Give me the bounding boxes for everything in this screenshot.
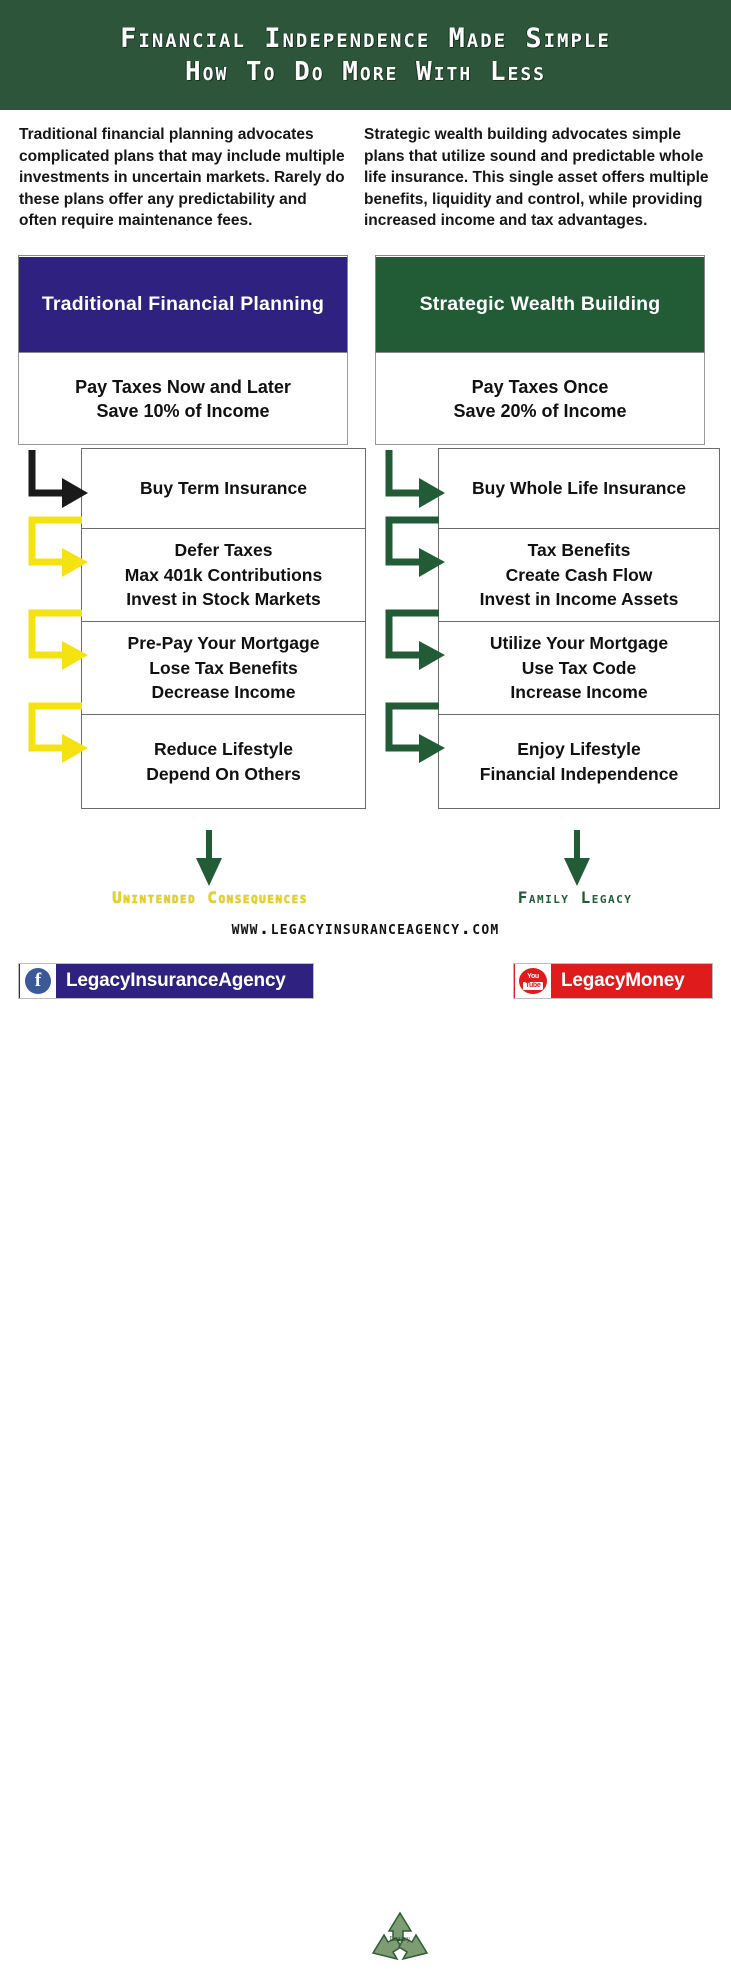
facebook-badge[interactable] bbox=[18, 963, 314, 999]
strategic-title: Strategic Wealth Building bbox=[376, 257, 704, 352]
strategic-step-4-line2: Financial Independence bbox=[479, 763, 679, 784]
strategic-step-3-line1: Utilize Your Mortgage bbox=[489, 633, 669, 654]
traditional-steps-list bbox=[81, 448, 366, 809]
strategic-summary-line1: Pay Taxes Once bbox=[471, 376, 609, 397]
column-strategic bbox=[375, 255, 720, 784]
strategic-step-3 bbox=[439, 622, 719, 715]
traditional-step-1-line1: Buy Term Insurance bbox=[140, 478, 307, 499]
strategic-step-3-line2: Use Tax Code bbox=[521, 657, 637, 678]
strategic-step-1-line1: Buy Whole Life Insurance bbox=[472, 478, 686, 499]
traditional-step-4-line2: Depend On Others bbox=[146, 763, 301, 784]
column-traditional bbox=[18, 255, 366, 784]
traditional-step-3-line2: Lose Tax Benefits bbox=[149, 657, 298, 678]
website-url[interactable]: www.legacyinsuranceagency.com bbox=[231, 918, 500, 939]
intro-paragraph-strategic: Strategic wealth building advocates simple plans that utilize sound and predictable whole life insurance. This single asset offers multiple benefits, liquidity and control, while providing increased income and tax advantages. bbox=[364, 126, 709, 229]
traditional-summary-line1: Pay Taxes Now and Later bbox=[75, 376, 291, 397]
traditional-step-4 bbox=[82, 715, 365, 808]
strategic-step-4-line1: Enjoy Lifestyle bbox=[517, 739, 641, 759]
strategic-summary-box bbox=[375, 353, 705, 445]
logo-label: Legacy bbox=[389, 1935, 411, 1943]
strategic-step-2-line2: Create Cash Flow bbox=[505, 564, 653, 585]
strategic-step-3-line3: Increase Income bbox=[510, 682, 648, 703]
strategic-step-2 bbox=[439, 529, 719, 622]
facebook-icon: f bbox=[20, 964, 56, 998]
traditional-step-3-line3: Decrease Income bbox=[151, 682, 296, 703]
footer-bar bbox=[0, 955, 731, 1943]
traditional-step-1 bbox=[82, 449, 365, 529]
strategic-header-box bbox=[375, 255, 705, 353]
youtube-icon bbox=[515, 964, 551, 998]
strategic-outcome-label: Family Legacy bbox=[517, 888, 633, 907]
traditional-outcome-label: Unintended Consequences bbox=[112, 888, 308, 907]
traditional-summary-box bbox=[18, 353, 348, 445]
traditional-title: Traditional Financial Planning bbox=[19, 257, 347, 352]
header-title-line2: How To Do More With Less bbox=[184, 56, 547, 87]
traditional-header-box bbox=[18, 255, 348, 353]
youtube-icon-line1: You bbox=[527, 972, 539, 980]
youtube-badge[interactable] bbox=[513, 963, 713, 999]
traditional-step-3 bbox=[82, 622, 365, 715]
traditional-step-4-line1: Reduce Lifestyle bbox=[153, 739, 294, 759]
money-recycle-logo bbox=[363, 1907, 437, 1969]
traditional-summary-line2: Save 10% of Income bbox=[96, 400, 270, 421]
strategic-step-4 bbox=[439, 715, 719, 808]
strategic-step-1 bbox=[439, 449, 719, 529]
strategic-steps-list bbox=[438, 448, 720, 809]
traditional-step-2-line1: Defer Taxes bbox=[174, 540, 273, 561]
traditional-step-2-line2: Max 401k Contributions bbox=[124, 564, 323, 585]
intro-paragraph-traditional: Traditional financial planning advocates complicated plans that may include multiple investments in uncertain markets. Rarely do these plans offer any predictability and often require maintenance fees. bbox=[19, 126, 345, 229]
youtube-icon-line2: Tube bbox=[525, 981, 541, 989]
strategic-summary-line2: Save 20% of Income bbox=[453, 400, 627, 421]
comparison-columns bbox=[0, 255, 731, 845]
strategic-step-2-line3: Invest in Income Assets bbox=[479, 589, 679, 610]
header-title-line1: Financial Independence Made Simple bbox=[120, 22, 611, 54]
facebook-handle: LegacyInsuranceAgency bbox=[66, 970, 286, 991]
header-banner bbox=[0, 0, 731, 110]
traditional-step-3-line1: Pre-Pay Your Mortgage bbox=[127, 633, 320, 654]
traditional-step-2 bbox=[82, 529, 365, 622]
traditional-step-2-line3: Invest in Stock Markets bbox=[126, 589, 321, 610]
strategic-step-2-line1: Tax Benefits bbox=[527, 540, 631, 561]
youtube-handle: LegacyMoney bbox=[561, 970, 685, 991]
intro-section bbox=[0, 118, 731, 246]
